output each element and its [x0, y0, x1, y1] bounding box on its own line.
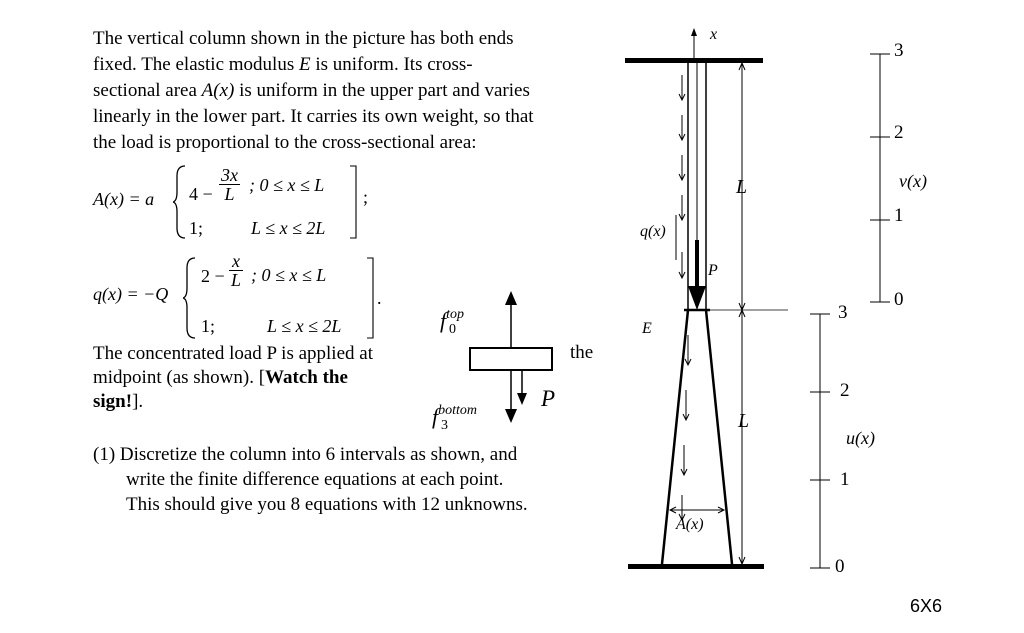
- equation-area-case1-range: ; 0 ≤ x ≤ L: [249, 175, 325, 195]
- elastic-modulus-label: E: [642, 320, 652, 337]
- arrow-down-icon: [505, 409, 517, 423]
- force-superscript: top: [446, 307, 465, 322]
- equation-area-case1-const: 4 −: [189, 184, 213, 204]
- equation-area-lhs: A(x) = a: [93, 189, 155, 209]
- arrow-up-icon: [505, 291, 517, 305]
- cross-section-label: A(x): [676, 516, 704, 533]
- paragraph-text: ].: [132, 391, 144, 412]
- force-symbol: f: [432, 404, 439, 429]
- v-scale: [860, 40, 900, 310]
- fbd-top-force-label: [440, 307, 465, 337]
- paragraph-text: midpoint (as shown). [: [93, 367, 266, 388]
- bottom-support: [628, 564, 764, 569]
- v-scale-tick-label: 1: [894, 205, 904, 226]
- fraction-denominator: L: [224, 184, 235, 204]
- emphasis-text: Watch the: [265, 367, 348, 388]
- concentrated-line-1: The concentrated load P is applied at: [93, 343, 373, 364]
- u-scale-tick-label: 2: [840, 380, 850, 401]
- x-axis-label: x: [710, 26, 718, 43]
- distributed-load-arrows-upper: [679, 75, 685, 278]
- paragraph-line-2: [93, 52, 613, 78]
- v-scale-tick-label: 0: [894, 289, 904, 310]
- word-the: the: [570, 342, 594, 363]
- item-line-1: (1) Discretize the column into 6 intervals as shown, and: [93, 444, 518, 465]
- force-symbol: f: [440, 308, 447, 333]
- equation-area-fraction: [219, 166, 240, 203]
- fbd-p-label: P: [541, 386, 556, 411]
- equation-load-lhs: q(x) = −Q: [93, 284, 169, 304]
- distributed-load-arrows-lower: [679, 335, 691, 520]
- question-item-1: [93, 442, 613, 517]
- arrow-up-icon: [691, 28, 697, 36]
- paragraph-text: fixed. The elastic modulus: [93, 54, 299, 75]
- corner-note: 6X6: [910, 596, 943, 616]
- right-bracket-icon: [348, 164, 358, 240]
- u-scale-tick-label: 3: [838, 302, 848, 323]
- paragraph-line-4: linearly in the lower part. It carries its own weight, so that: [93, 106, 534, 127]
- equation-load-fraction: [229, 252, 243, 289]
- arrow-down-icon: [688, 286, 706, 310]
- column-lower-right-edge: [706, 310, 732, 564]
- u-scale-tick-label: 1: [840, 469, 850, 490]
- p-load-label: P: [708, 262, 718, 279]
- symbol-A-x: A(x): [201, 80, 235, 101]
- paragraph-line-1: The vertical column shown in the picture has both ends: [93, 28, 514, 49]
- paragraph-text: is uniform. Its cross-: [310, 54, 473, 75]
- fraction-numerator: x: [229, 252, 243, 271]
- symbol-E: E: [298, 54, 311, 75]
- u-scale: [800, 300, 840, 580]
- equation-area-case2-value: 1;: [189, 218, 204, 238]
- fraction-denominator: L: [231, 270, 242, 290]
- force-superscript: bottom: [438, 403, 478, 418]
- equation-area-tail: ;: [363, 187, 369, 207]
- concentrated-line-2: [93, 366, 433, 390]
- equation-load-case2-value: 1;: [201, 316, 216, 336]
- paragraph-text: sectional area: [93, 80, 202, 101]
- fraction-numerator: 3x: [221, 165, 238, 185]
- distributed-load-label: q(x): [640, 223, 666, 240]
- equation-area: [93, 162, 393, 244]
- equation-load: [93, 252, 403, 344]
- item-line-3: This should give you 8 equations with 12 unknowns.: [126, 494, 528, 515]
- concentrated-line-3: [93, 390, 433, 414]
- force-subscript: 3: [441, 418, 448, 433]
- force-subscript: 0: [449, 322, 456, 337]
- left-brace-icon: [183, 256, 197, 340]
- column-figure: [620, 20, 800, 580]
- right-bracket-icon: [365, 256, 375, 340]
- fbd-element: [470, 348, 552, 370]
- equation-load-tail: .: [377, 288, 382, 308]
- u-scale-label: u(x): [846, 428, 875, 448]
- length-label-upper: L: [736, 176, 748, 198]
- equation-load-case1-const: 2 −: [201, 266, 225, 286]
- item-line-2: write the finite difference equations at each point.: [126, 469, 504, 490]
- concentrated-load-text: [93, 342, 433, 414]
- paragraph-line-3: [93, 78, 613, 104]
- v-scale-tick-label: 3: [894, 40, 904, 61]
- emphasis-text: sign!: [93, 391, 133, 412]
- v-scale-tick-label: 2: [894, 122, 904, 143]
- equation-load-case1-range: ; 0 ≤ x ≤ L: [251, 265, 327, 285]
- problem-statement: [93, 26, 613, 156]
- v-scale-label: v(x): [899, 171, 927, 191]
- length-label-lower: L: [738, 410, 750, 432]
- paragraph-line-5: the load is proportional to the cross-sectional area:: [93, 132, 477, 153]
- equation-load-case2-range: L ≤ x ≤ 2L: [267, 316, 342, 336]
- fbd-bottom-force-label: [432, 403, 478, 433]
- u-scale-tick-label: 0: [835, 556, 845, 577]
- top-support: [625, 58, 763, 63]
- equation-area-case2-range: L ≤ x ≤ 2L: [251, 218, 326, 238]
- arrow-down-icon: [517, 393, 527, 405]
- left-brace-icon: [173, 164, 187, 240]
- paragraph-text: is uniform in the upper part and varies: [234, 80, 530, 101]
